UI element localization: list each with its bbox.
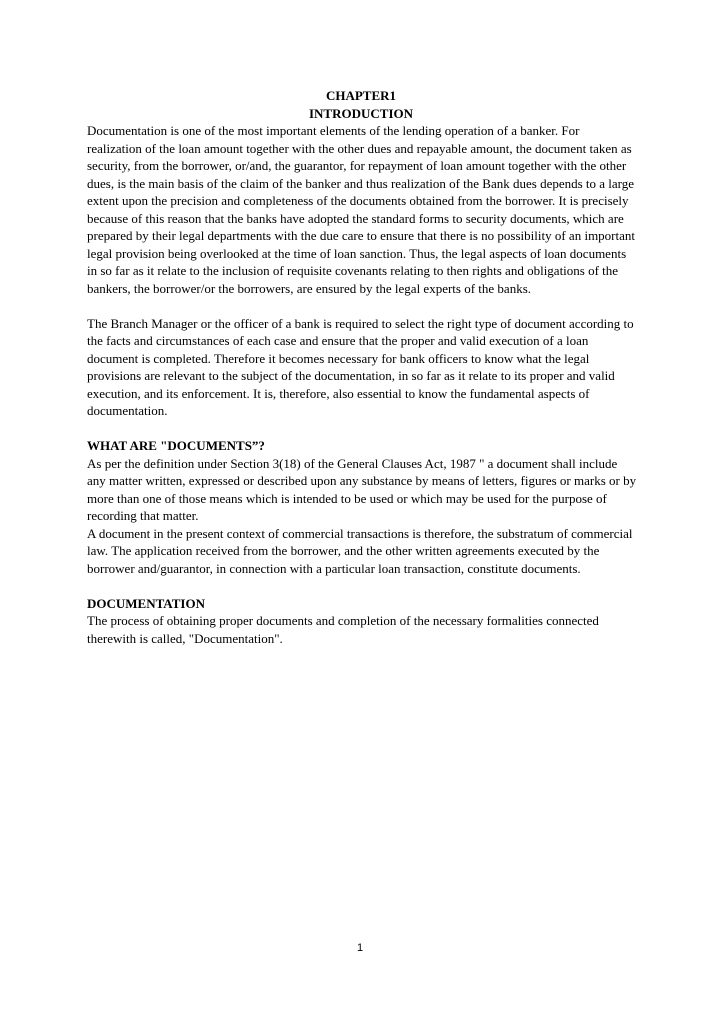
section-heading-documents: WHAT ARE "DOCUMENTS”? (87, 438, 265, 453)
chapter-heading (87, 87, 421, 122)
paragraph-gap (87, 297, 637, 315)
page-number: 1 (356, 942, 364, 954)
page-content (87, 87, 637, 647)
paragraph-gap (87, 577, 637, 595)
documents-paragraph-2: A document in the present context of commercial transactions is therefore, the substratum of commercial law. The application received from the borrower, and the other written agreements executed by the borrower and/guarantor, in connection with a particular loan transaction, constitute documents. (87, 525, 633, 576)
intro-paragraph-2: The Branch Manager or the officer of a bank is required to select the right type of document according to the facts and circumstances of each case and ensure that the proper and valid execution of a loan document is completed. Therefore it becomes necessary for bank officers to know what the legal provisions are relevant to the subject of the documentation, in so far as it relate to its proper and valid execution, and its enforcement. It is, therefore, also essential to know the fundamental aspects of documentation. (87, 315, 634, 418)
chapter-title: INTRODUCTION (308, 105, 413, 121)
documents-paragraph-1: As per the definition under Section 3(18) of the General Clauses Act, 1987 " a document shall include any matter written, expressed or described upon any substance by means of letters, figures or marks or by more than one of those means which is intended to be used or which may be used for the purpose of recording that matter. (87, 455, 637, 523)
chapter-label: CHAPTER1 (325, 88, 397, 103)
documentation-paragraph-1: The process of obtaining proper documents and completion of the necessary formalities connected therewith is called, "Documentation". (87, 613, 599, 646)
intro-paragraph-1: Documentation is one of the most important elements of the lending operation of a banker. For realization of the loan amount together with the other dues and repayable amount, the document taken as security, from the borrower, or/and, the guarantor, for repayment of loan amount together with the other dues, is the main basis of the claim of the banker and thus realization of the Bank dues depends to a large extent upon the precision and completeness of the documents obtained from the borrower. It is precisely because of this reason that the banks have adopted the standard forms to security documents, which are prepared by their legal departments with the due care to ensure that there is no possibility of an important legal provision being overlooked at the time of loan sanction. Thus, the legal aspects of loan documents in so far as it relate to the inclusion of requisite covenants relating to then rights and obligations of the bankers, the borrower/or the borrowers, are ensured by the legal experts of the banks. (87, 123, 635, 296)
paragraph-gap (87, 420, 637, 438)
section-heading-documentation: DOCUMENTATION (87, 595, 205, 611)
